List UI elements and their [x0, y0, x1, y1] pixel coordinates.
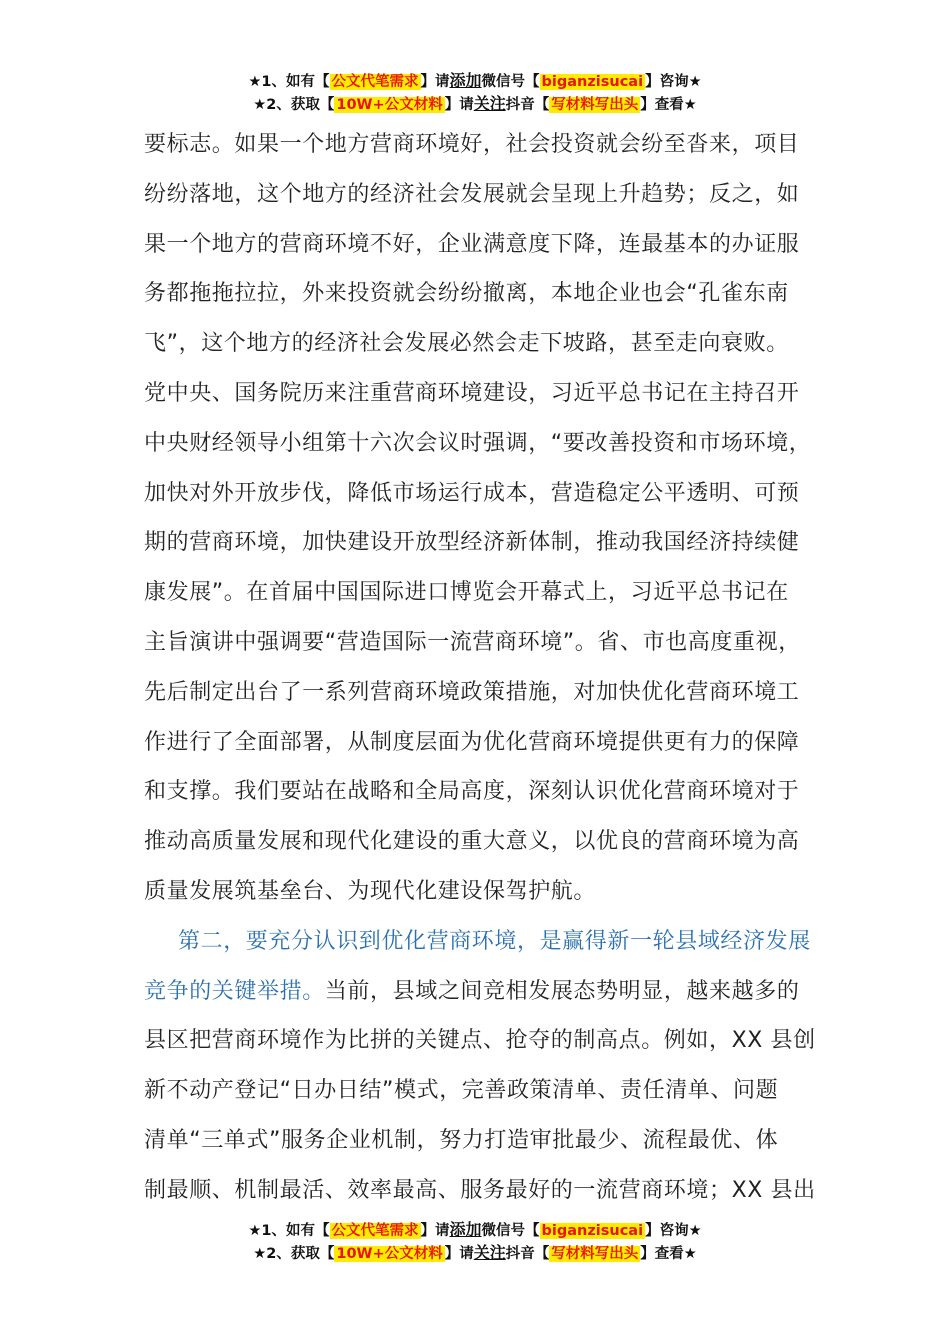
body-line: 果一个地方的营商环境不好，企业满意度下降，连最基本的办证服: [144, 231, 800, 257]
body-line: 康发展”。在首届中国国际进口博览会开幕式上，习近平总书记在: [144, 580, 789, 606]
body-line: 中央财经领导小组第十六次会议时强调，“要改善投资和市场环境，: [144, 430, 812, 456]
promo-text: 微信号【: [481, 1223, 540, 1239]
section-heading-line: 第二，要充分认识到优化营商环境，是赢得新一轮县域经济发展: [178, 928, 811, 954]
body-line: 务都拖拖拉拉，外来投资就会纷纷撤离，本地企业也会“孔雀东南: [144, 281, 789, 307]
promo-text: 】查看★: [640, 1246, 697, 1262]
section-heading-tail: 竞争的关键举措。: [144, 978, 325, 1004]
promo-text: 】请: [444, 1246, 474, 1262]
promo-highlight: 10W+公文材料: [336, 97, 443, 113]
body-line: 作进行了全面部署，从制度层面为优化营商环境提供更有力的保障: [144, 729, 800, 755]
body-line: 党中央、国务院历来注重营商环境建设，习近平总书记在主持召开: [144, 380, 800, 406]
promo-highlight: 写材料写出头: [551, 97, 639, 113]
promo-highlight: 公文代笔需求: [331, 74, 419, 90]
body-line: 纷纷落地，这个地方的经济社会发展就会呈现上升趋势；反之，如: [144, 181, 800, 207]
promo-line-2: [0, 1242, 950, 1265]
promo-line-2: [0, 93, 950, 116]
promo-underline: 添加: [449, 71, 482, 90]
promo-line-1: [0, 70, 950, 93]
promo-text: 】查看★: [640, 97, 697, 113]
document-body: [144, 120, 816, 1216]
body-line: 期的营商环境，加快建设开放型经济新体制，推动我国经济持续健: [144, 530, 800, 556]
promo-header-top: [0, 70, 950, 116]
body-line: 推动高质量发展和现代化建设的重大意义，以优良的营商环境为高: [144, 829, 800, 855]
body-line: 和支撑。我们要站在战略和全局高度，深刻认识优化营商环境对于: [144, 779, 800, 805]
promo-underline: 添加: [449, 1220, 482, 1239]
promo-text: ★2、获取【: [253, 97, 335, 113]
body-line: 飞”，这个地方的经济社会发展必然会走下坡路，甚至走向衰败。: [144, 331, 789, 357]
promo-underline: 关注: [473, 94, 506, 113]
body-line: 新不动产登记“日办日结”模式，完善政策清单、责任清单、问题: [144, 1078, 779, 1104]
promo-text: 】请: [420, 74, 450, 90]
body-line: 质量发展筑基垒台、为现代化建设保驾护航。: [144, 878, 597, 904]
body-line: 主旨演讲中强调要“营造国际一流营商环境”。省、市也高度重视，: [144, 629, 801, 655]
body-line: 加快对外开放步伐，降低市场运行成本，营造稳定公平透明、可预: [144, 480, 800, 506]
promo-text: 】请: [420, 1223, 450, 1239]
body-line: [144, 967, 812, 1017]
promo-text: ★1、如有【: [248, 74, 330, 90]
body-line: 制最顺、机制最活、效率最高、服务最好的一流营商环境；XX 县出: [144, 1177, 816, 1203]
body-line: 清单“三单式”服务企业机制，努力打造审批最少、流程最优、体: [144, 1127, 779, 1153]
body-line: 县区把营商环境作为比拼的关键点、抢夺的制高点。例如，XX 县创: [144, 1028, 816, 1054]
promo-text: ★2、获取【: [253, 1246, 335, 1262]
promo-line-1: [0, 1219, 950, 1242]
promo-underline: 关注: [473, 1243, 506, 1262]
promo-highlight: biganzisucai: [541, 74, 644, 90]
body-line: 先后制定出台了一系列营商环境政策措施，对加快优化营商环境工: [144, 679, 800, 705]
promo-highlight: biganzisucai: [541, 1223, 644, 1239]
promo-text: 微信号【: [481, 74, 540, 90]
promo-text: 抖音【: [505, 1246, 550, 1262]
promo-text: 】咨询★: [645, 1223, 702, 1239]
promo-highlight: 公文代笔需求: [331, 1223, 419, 1239]
promo-highlight: 写材料写出头: [551, 1246, 639, 1262]
promo-text: 抖音【: [505, 97, 550, 113]
body-text-span: 当前，县域之间竞相发展态势明显，越来越多的: [324, 978, 800, 1004]
promo-highlight: 10W+公文材料: [336, 1246, 443, 1262]
promo-footer-bottom: [0, 1219, 950, 1265]
body-line: 要标志。如果一个地方营商环境好，社会投资就会纷至沓来，项目: [144, 132, 800, 157]
promo-text: 】咨询★: [645, 74, 702, 90]
promo-text: 】请: [444, 97, 474, 113]
promo-text: ★1、如有【: [248, 1223, 330, 1239]
